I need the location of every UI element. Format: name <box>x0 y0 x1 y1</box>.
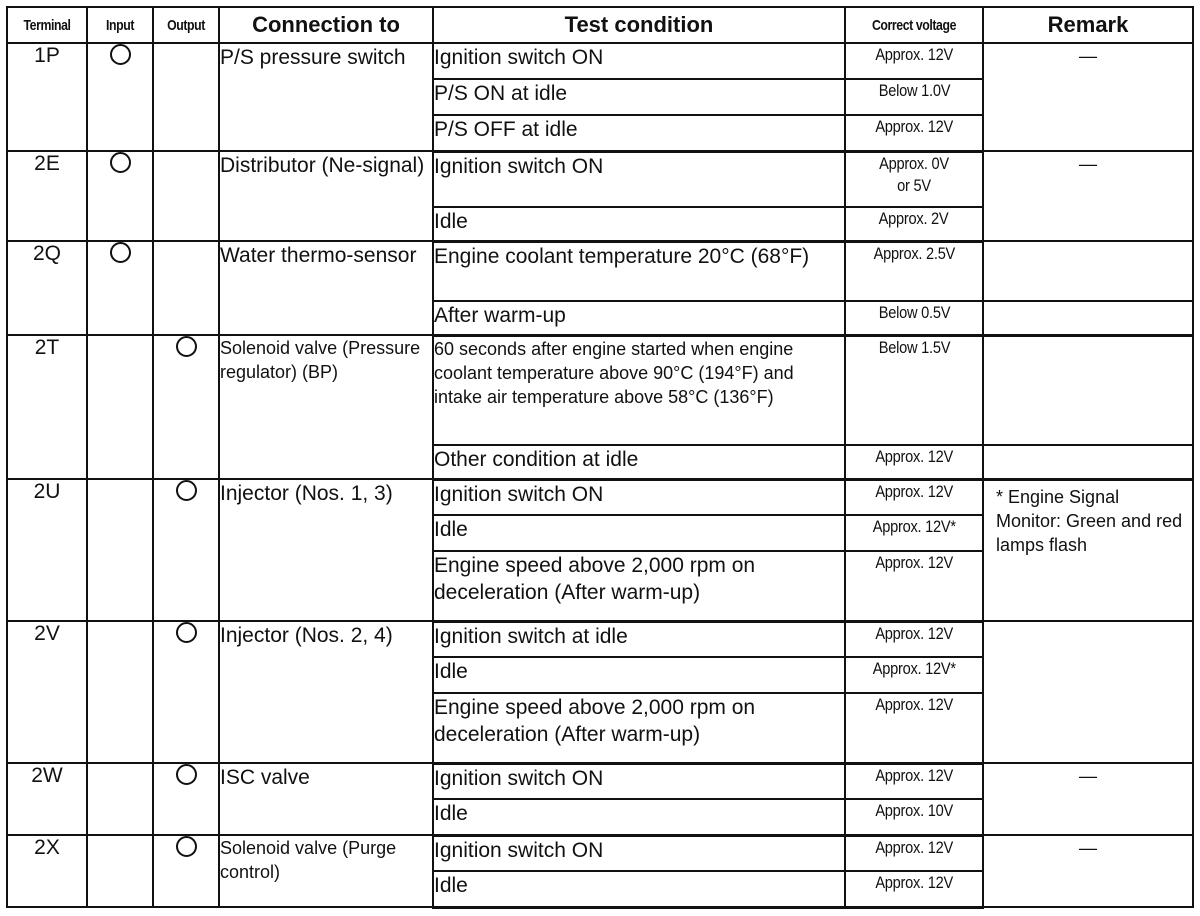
output-mark-icon <box>176 764 197 785</box>
header-input: Input <box>93 7 147 43</box>
voltage-cell <box>845 693 983 763</box>
output-cell <box>153 151 219 241</box>
output-cell <box>153 763 219 835</box>
test-condition-cell: Ignition switch ON <box>433 835 845 871</box>
voltage-value: Approx. 12V <box>875 447 953 466</box>
connection-cell: Water thermo-sensor <box>219 241 433 335</box>
connection-cell: Solenoid valve (Pressure regulator) (BP) <box>219 335 433 479</box>
test-condition-cell: Idle <box>433 207 845 241</box>
terminal-cell: 2X <box>7 835 87 907</box>
table-row <box>7 621 1193 657</box>
input-mark-icon <box>110 242 131 263</box>
table-row <box>7 479 1193 515</box>
voltage-value: Approx. 12V <box>875 117 953 136</box>
remark-cell <box>983 621 1193 763</box>
voltage-cell <box>845 207 983 241</box>
header-output: Output <box>159 7 213 43</box>
table-row <box>7 241 1193 301</box>
test-condition-cell: Ignition switch at idle <box>433 621 845 657</box>
remark-cell <box>983 301 1193 335</box>
voltage-value: Approx. 12V <box>875 623 953 643</box>
header-test-condition: Test condition <box>433 7 845 43</box>
connection-cell: Solenoid valve (Purge control) <box>219 835 433 907</box>
test-condition-cell: After warm-up <box>433 301 845 335</box>
voltage-cell <box>845 799 983 835</box>
test-condition-cell: Ignition switch ON <box>433 151 845 207</box>
voltage-value: Below 0.5V <box>878 303 950 322</box>
table-body <box>7 43 1193 907</box>
voltage-cell <box>845 551 983 621</box>
input-cell <box>87 241 153 335</box>
connection-cell: ISC valve <box>219 763 433 835</box>
input-cell <box>87 621 153 763</box>
voltage-value: Approx. 12V <box>875 45 953 64</box>
output-cell <box>153 835 219 907</box>
terminal-cell: 2U <box>7 479 87 621</box>
table-row <box>7 763 1193 799</box>
voltage-cell <box>845 335 983 445</box>
voltage-cell <box>845 621 983 657</box>
connection-cell: P/S pressure switch <box>219 43 433 151</box>
voltage-value: Approx. 12V* <box>872 659 956 678</box>
remark-cell: — <box>983 763 1193 835</box>
test-condition-cell: 60 seconds after engine started when engine coolant temperature above 90°C (194°F) and intake air temperature above 58°C (136°F) <box>433 335 845 445</box>
output-mark-icon <box>176 622 197 643</box>
voltage-value: Approx. 10V <box>875 801 953 820</box>
output-cell <box>153 43 219 151</box>
remark-cell: * Engine Signal Monitor: Green and red lamps flash <box>983 479 1193 621</box>
remark-cell <box>983 241 1193 301</box>
test-condition-cell: Idle <box>433 799 845 835</box>
voltage-cell <box>845 657 983 693</box>
output-cell <box>153 335 219 479</box>
voltage-value: Below 1.0V <box>878 81 950 100</box>
terminal-voltage-table <box>6 6 1194 909</box>
voltage-value: Approx. 12V <box>875 553 953 572</box>
voltage-cell <box>845 79 983 115</box>
remark-cell: — <box>983 43 1193 151</box>
header-remark: Remark <box>983 7 1193 43</box>
terminal-cell: 2T <box>7 335 87 479</box>
output-cell <box>153 479 219 621</box>
voltage-cell <box>845 115 983 151</box>
output-cell <box>153 241 219 335</box>
header-row <box>7 7 1193 43</box>
output-cell <box>153 621 219 763</box>
test-condition-cell: Engine speed above 2,000 rpm on deceleration (After warm-up) <box>433 551 845 621</box>
voltage-value: Approx. 0V or 5V <box>879 153 949 195</box>
test-condition-cell: Idle <box>433 657 845 693</box>
voltage-value: Approx. 12V* <box>872 517 956 536</box>
test-condition-cell: Ignition switch ON <box>433 43 845 79</box>
voltage-value: Approx. 12V <box>875 695 953 714</box>
remark-cell: — <box>983 151 1193 241</box>
test-condition-cell: Engine speed above 2,000 rpm on deceleration (After warm-up) <box>433 693 845 763</box>
terminal-cell: 2V <box>7 621 87 763</box>
input-cell <box>87 151 153 241</box>
output-mark-icon <box>176 480 197 501</box>
remark-cell: — <box>983 835 1193 907</box>
test-condition-cell: Ignition switch ON <box>433 763 845 799</box>
voltage-value: Approx. 12V <box>875 765 953 785</box>
voltage-cell <box>845 151 983 207</box>
remark-cell <box>983 335 1193 445</box>
voltage-value: Below 1.5V <box>878 337 950 357</box>
voltage-value: Approx. 2V <box>879 209 949 228</box>
input-cell <box>87 479 153 621</box>
input-cell <box>87 335 153 479</box>
voltage-cell <box>845 479 983 515</box>
terminal-voltage-table-wrapper <box>6 6 1194 909</box>
test-condition-cell: Engine coolant temperature 20°C (68°F) <box>433 241 845 301</box>
terminal-cell: 2W <box>7 763 87 835</box>
voltage-cell <box>845 241 983 301</box>
connection-cell: Injector (Nos. 1, 3) <box>219 479 433 621</box>
input-cell <box>87 763 153 835</box>
table-row <box>7 835 1193 871</box>
header-correct-voltage: Correct voltage <box>857 7 970 43</box>
remark-cell <box>983 445 1193 479</box>
input-cell <box>87 835 153 907</box>
table-row <box>7 151 1193 207</box>
voltage-value: Approx. 12V <box>875 873 953 892</box>
terminal-cell: 2Q <box>7 241 87 335</box>
voltage-cell <box>845 515 983 551</box>
voltage-cell <box>845 301 983 335</box>
test-condition-cell: Idle <box>433 515 845 551</box>
header-connection: Connection to <box>219 7 433 43</box>
voltage-value: Approx. 12V <box>875 837 953 857</box>
voltage-cell <box>845 445 983 479</box>
voltage-cell <box>845 835 983 871</box>
test-condition-cell: P/S ON at idle <box>433 79 845 115</box>
terminal-cell: 2E <box>7 151 87 241</box>
connection-cell: Distributor (Ne-signal) <box>219 151 433 241</box>
input-mark-icon <box>110 152 131 173</box>
header-terminal: Terminal <box>14 7 80 43</box>
voltage-cell <box>845 763 983 799</box>
test-condition-cell: Idle <box>433 871 845 907</box>
voltage-value: Approx. 12V <box>875 481 953 501</box>
voltage-value: Approx. 2.5V <box>873 243 955 263</box>
output-mark-icon <box>176 336 197 357</box>
table-row <box>7 43 1193 79</box>
test-condition-cell: P/S OFF at idle <box>433 115 845 151</box>
output-mark-icon <box>176 836 197 857</box>
input-mark-icon <box>110 44 131 65</box>
connection-cell: Injector (Nos. 2, 4) <box>219 621 433 763</box>
table-row <box>7 335 1193 445</box>
test-condition-cell: Other condition at idle <box>433 445 845 479</box>
voltage-cell <box>845 43 983 79</box>
terminal-cell: 1P <box>7 43 87 151</box>
test-condition-cell: Ignition switch ON <box>433 479 845 515</box>
input-cell <box>87 43 153 151</box>
voltage-cell <box>845 871 983 907</box>
